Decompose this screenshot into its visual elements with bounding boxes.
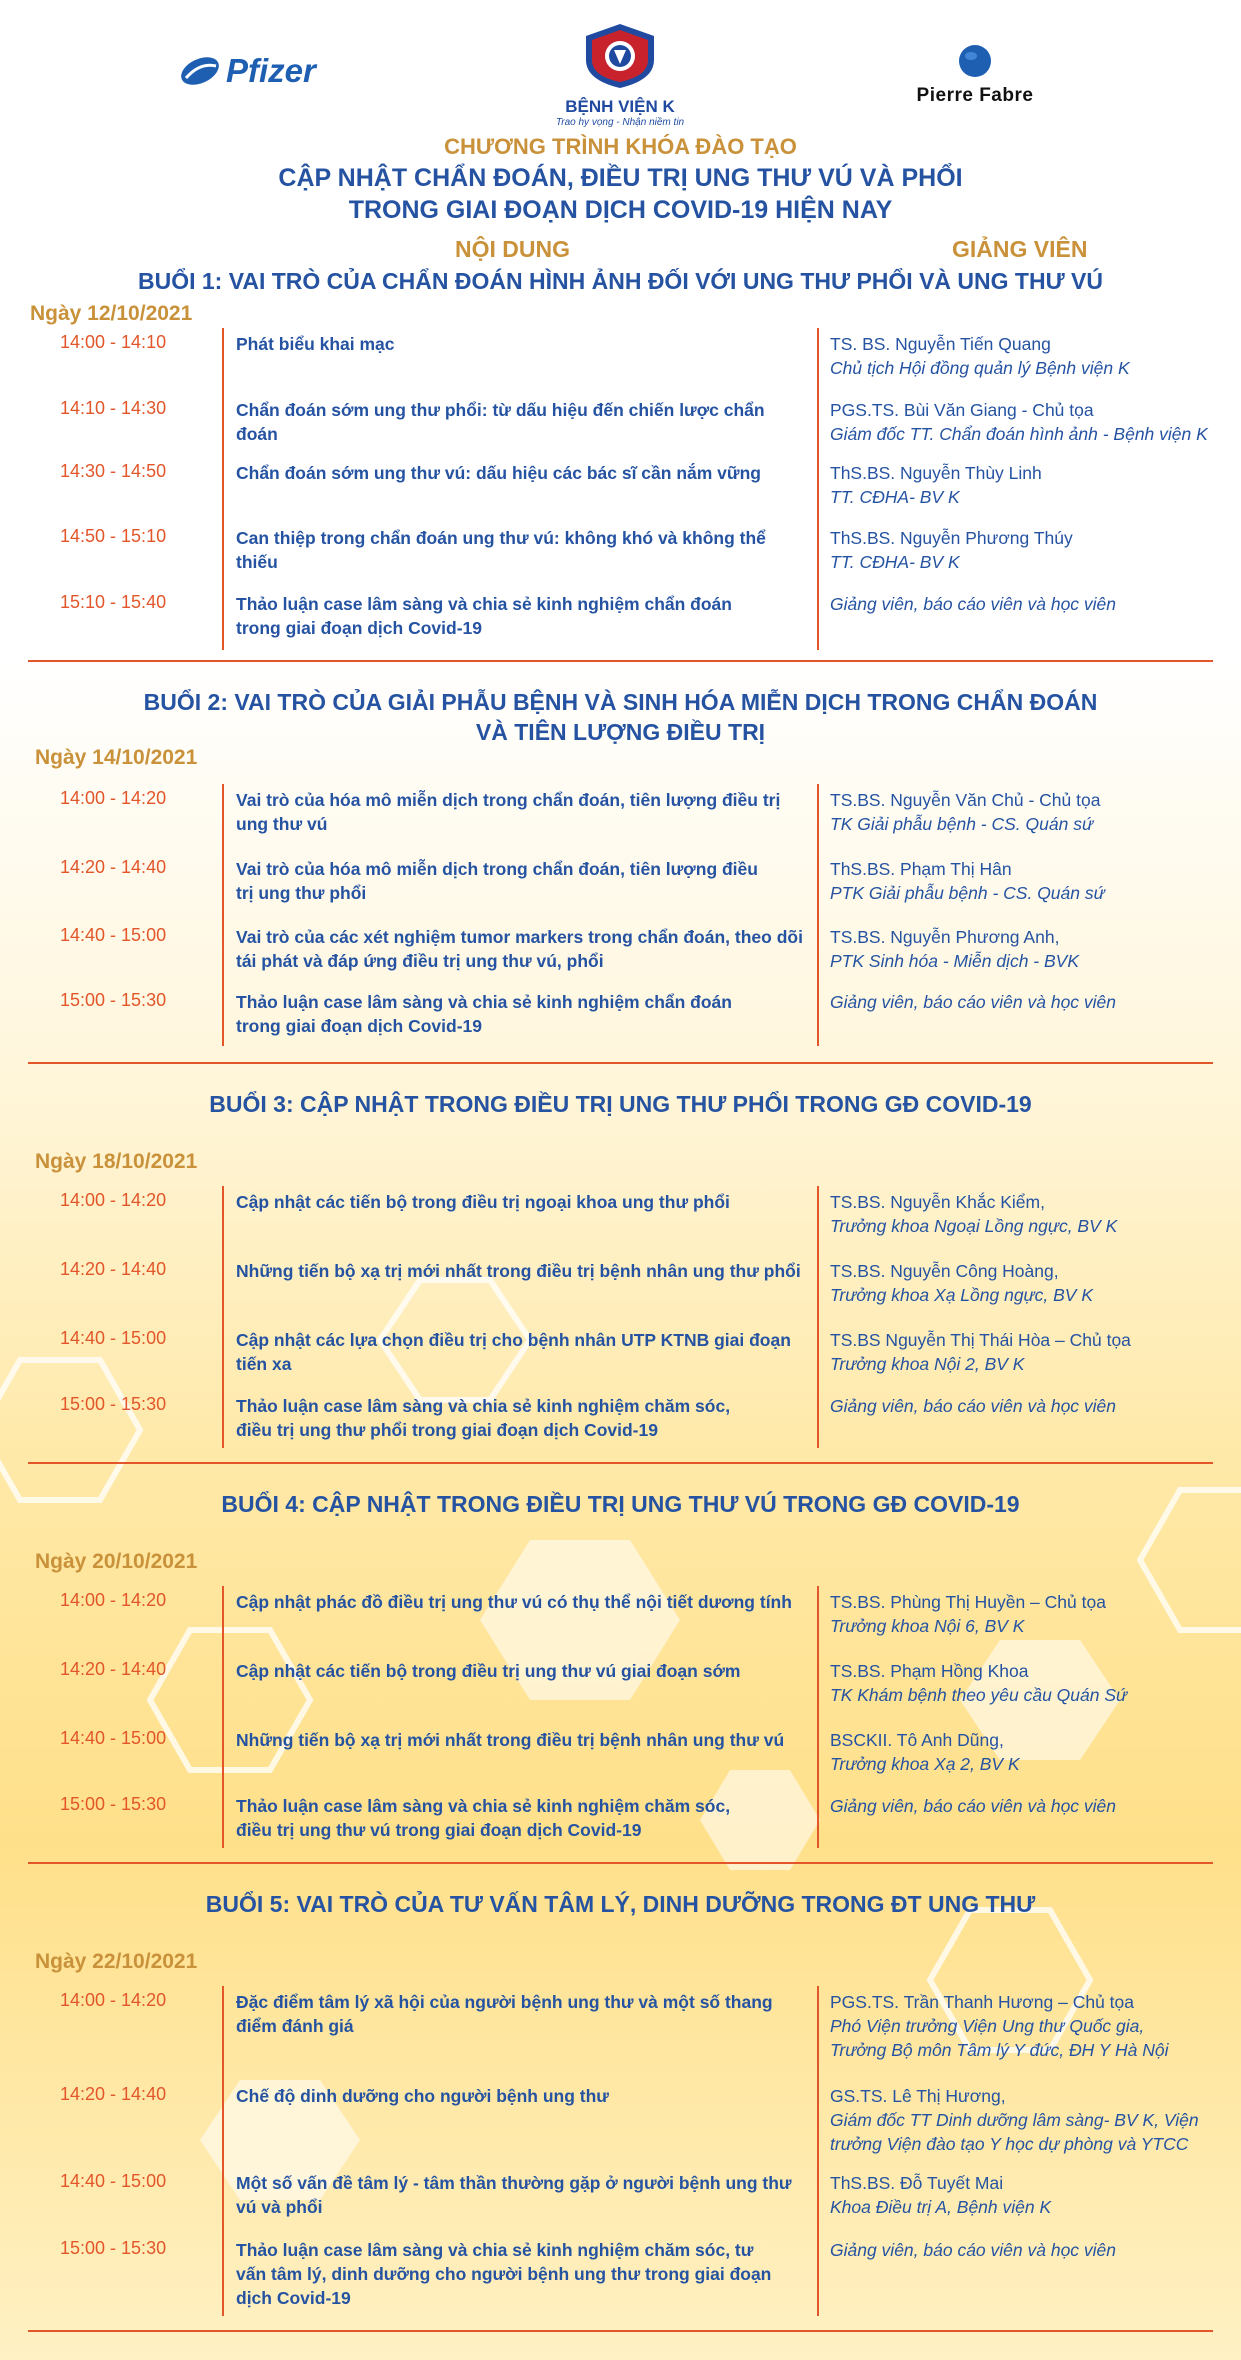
speaker-info (830, 1728, 1230, 1776)
speaker-info (830, 788, 1230, 836)
speaker-role: Trưởng khoa Ngoại Lồng ngực, BV K (830, 1216, 1118, 1236)
topic-line: vú và phổi (236, 2197, 323, 2217)
session-title: BUỔI 5: VAI TRÒ CỦA TƯ VẤN TÂM LÝ, DINH DƯỠNG TRONG ĐT UNG THƯ (205, 1891, 1036, 1917)
time-slot: 14:00 - 14:20 (60, 1590, 167, 1610)
time-slot: 14:20 - 14:40 (60, 1259, 167, 1279)
speaker-role: TT. CĐHA- BV K (830, 487, 960, 507)
topic-line: Can thiệp trong chẩn đoán ung thư vú: không khó và không thể thiếu (236, 528, 766, 572)
session-date: Ngày 14/10/2021 (35, 746, 198, 769)
speaker-role: Giảng viên, báo cáo viên và học viên (830, 2240, 1117, 2260)
topic-line: trị ung thư phổi (236, 883, 367, 903)
speaker-name: TS.BS. Phạm Hồng Khoa (830, 1661, 1029, 1681)
topic-text (236, 1590, 806, 1614)
speaker-name: TS.BS. Phùng Thị Huyền – Chủ tọa (830, 1592, 1106, 1612)
speaker-role: Giảng viên, báo cáo viên và học viên (830, 1396, 1117, 1416)
speaker-role: Trưởng khoa Xạ 2, BV K (830, 1754, 1020, 1774)
time-slot: 15:00 - 15:30 (60, 1794, 167, 1814)
speaker-info (830, 1590, 1230, 1638)
speaker-info (830, 2171, 1230, 2219)
topic-line: Thảo luận case lâm sàng và chia sẻ kinh nghiệm chăm sóc, tư (236, 2240, 754, 2260)
speaker-role: Giảng viên, báo cáo viên và học viên (830, 992, 1117, 1012)
speaker-role: Giám đốc TT. Chẩn đoán hình ảnh - Bệnh viện K (830, 424, 1208, 444)
topic-line: tái phát và đáp ứng điều trị ung thư vú, phổi (236, 951, 604, 971)
topic-text (236, 857, 806, 905)
time-slot: 14:40 - 15:00 (60, 1328, 167, 1348)
topic-text (236, 332, 806, 356)
topic-line: điều trị ung thư phổi trong giai đoạn dịch Covid-19 (236, 1420, 658, 1440)
speaker-name: PGS.TS. Bùi Văn Giang - Chủ tọa (830, 400, 1094, 420)
speaker-role: TK Khám bệnh theo yêu cầu Quán Sứ (830, 1685, 1128, 1705)
speaker-info (830, 592, 1230, 616)
speaker-info (830, 2238, 1230, 2262)
speaker-name: TS.BS Nguyễn Thị Thái Hòa – Chủ tọa (830, 1330, 1131, 1350)
session-separator (28, 1862, 1213, 1864)
time-slot: 14:00 - 14:20 (60, 1990, 167, 2010)
time-slot: 14:30 - 14:50 (60, 461, 167, 481)
title-line-2: TRONG GIAI ĐOẠN DỊCH COVID-19 HIỆN NAY (348, 196, 893, 224)
hospital-emblem-icon (580, 22, 660, 90)
speaker-role: Phó Viện trưởng Viện Ung thư Quốc gia, (830, 2016, 1145, 2036)
speaker-info (830, 461, 1230, 509)
topic-text (236, 925, 806, 973)
speaker-name: BSCKII. Tô Anh Dũng, (830, 1730, 1004, 1750)
speaker-info (830, 2084, 1230, 2156)
topic-line: Thảo luận case lâm sàng và chia sẻ kinh nghiệm chăm sóc, (236, 1396, 731, 1416)
time-slot: 14:40 - 15:00 (60, 925, 167, 945)
time-slot: 14:00 - 14:20 (60, 788, 167, 808)
topic-text (236, 1328, 806, 1376)
speaker-role: Trưởng Bộ môn Tâm lý Y đức, ĐH Y Hà Nội (830, 2040, 1169, 2060)
topic-text (236, 2238, 806, 2310)
pierre-fabre-logo (895, 44, 1055, 107)
topic-line: Chẩn đoán sớm ung thư phổi: từ dấu hiệu đến chiến lược chẩn đoán (236, 400, 765, 444)
topic-text (236, 788, 806, 836)
speaker-role: TT. CĐHA- BV K (830, 552, 960, 572)
topic-line: Cập nhật các lựa chọn điều trị cho bệnh nhân UTP KTNB giai đoạn (236, 1330, 791, 1350)
time-slot: 15:00 - 15:30 (60, 2238, 167, 2258)
topic-line: Cập nhật phác đồ điều trị ung thư vú có thụ thể nội tiết dương tính (236, 1592, 792, 1612)
time-slot: 14:40 - 15:00 (60, 2171, 167, 2191)
speaker-name: TS.BS. Nguyễn Công Hoàng, (830, 1261, 1059, 1281)
speaker-info (830, 332, 1230, 380)
session-date: Ngày 20/10/2021 (35, 1550, 198, 1573)
speaker-role: trưởng Viện đào tạo Y học dự phòng và YTCC (830, 2134, 1189, 2154)
topic-text (236, 398, 806, 446)
topic-line: tiến xa (236, 1354, 292, 1374)
column-divider (817, 1586, 819, 1848)
topic-line: Một số vấn đề tâm lý - tâm thần thường gặp ở người bệnh ung thư (236, 2173, 792, 2193)
column-divider (817, 1986, 819, 2316)
topic-line: ung thư vú (236, 814, 328, 834)
topic-line: Chẩn đoán sớm ung thư vú: dấu hiệu các bác sĩ cần nắm vững (236, 463, 761, 483)
speaker-name: TS. BS. Nguyễn Tiến Quang (830, 334, 1051, 354)
speaker-name: ThS.BS. Đỗ Tuyết Mai (830, 2173, 1004, 2193)
title-line-1: CẬP NHẬT CHẨN ĐOÁN, ĐIỀU TRỊ UNG THƯ VÚ VÀ PHỔI (278, 164, 963, 192)
speaker-info (830, 1394, 1230, 1418)
speaker-info (830, 526, 1230, 574)
topic-text (236, 1728, 806, 1752)
topic-text (236, 592, 806, 640)
session-separator (28, 660, 1213, 662)
speaker-role: Chủ tịch Hội đồng quản lý Bệnh viện K (830, 358, 1130, 378)
speaker-role: Trưởng khoa Nội 6, BV K (830, 1616, 1025, 1636)
pfizer-pill-icon (178, 52, 222, 90)
speaker-role: Giám đốc TT Dinh dưỡng lâm sàng- BV K, Viện (830, 2110, 1199, 2130)
speaker-info (830, 1259, 1230, 1307)
speaker-info (830, 1328, 1230, 1376)
speaker-role: Trưởng khoa Xạ Lồng ngực, BV K (830, 1285, 1093, 1305)
time-slot: 14:10 - 14:30 (60, 398, 167, 418)
column-header-content: NỘI DUNG (455, 236, 570, 262)
speaker-role: Giảng viên, báo cáo viên và học viên (830, 1796, 1117, 1816)
column-divider (222, 1986, 224, 2316)
column-divider (222, 1586, 224, 1848)
time-slot: 14:20 - 14:40 (60, 1659, 167, 1679)
speaker-role: Khoa Điều trị A, Bệnh viện K (830, 2197, 1052, 2217)
column-divider (222, 1186, 224, 1448)
hospital-slogan: Trao hy vọng - Nhận niềm tin (555, 117, 685, 128)
topic-text (236, 1659, 806, 1683)
topic-text (236, 1259, 806, 1283)
topic-line: Vai trò của hóa mô miễn dịch trong chẩn đoán, tiên lượng điều trị (236, 790, 781, 810)
speaker-role: PTK Giải phẫu bệnh - CS. Quán sứ (830, 883, 1105, 903)
speaker-name: ThS.BS. Nguyễn Thùy Linh (830, 463, 1042, 483)
topic-line: Cập nhật các tiến bộ trong điều trị ngoại khoa ung thư phổi (236, 1192, 730, 1212)
time-slot: 14:00 - 14:20 (60, 1190, 167, 1210)
program-label: CHƯƠNG TRÌNH KHÓA ĐÀO TẠO (444, 134, 797, 159)
speaker-name: ThS.BS. Phạm Thị Hân (830, 859, 1012, 879)
pfizer-logo (178, 52, 316, 90)
speaker-info (830, 1190, 1230, 1238)
speaker-name: TS.BS. Nguyễn Phương Anh, (830, 927, 1060, 947)
speaker-role: Giảng viên, báo cáo viên và học viên (830, 594, 1117, 614)
topic-text (236, 526, 806, 574)
speaker-info (830, 990, 1230, 1014)
topic-text (236, 2171, 806, 2219)
speaker-role: TK Giải phẫu bệnh - CS. Quán sứ (830, 814, 1094, 834)
topic-line: Những tiến bộ xạ trị mới nhất trong điều trị bệnh nhân ung thư vú (236, 1730, 785, 1750)
topic-line: Vai trò của các xét nghiệm tumor markers trong chẩn đoán, theo dõi (236, 927, 803, 947)
session-date: Ngày 12/10/2021 (30, 302, 193, 325)
topic-line: Chế độ dinh dưỡng cho người bệnh ung thư (236, 2086, 609, 2106)
column-divider (817, 328, 819, 650)
time-slot: 15:00 - 15:30 (60, 990, 167, 1010)
topic-line: vấn tâm lý, dinh dưỡng cho người bệnh ung thư trong giai đoạn (236, 2264, 772, 2284)
speaker-info (830, 1659, 1230, 1707)
topic-line: Phát biểu khai mạc (236, 334, 395, 354)
session-date: Ngày 22/10/2021 (35, 1950, 198, 1973)
speaker-role: PTK Sinh hóa - Miễn dịch - BVK (830, 951, 1079, 971)
topic-line: trong giai đoạn dịch Covid-19 (236, 1016, 482, 1036)
speaker-role: Trưởng khoa Nội 2, BV K (830, 1354, 1025, 1374)
time-slot: 14:00 - 14:10 (60, 332, 167, 352)
topic-line: Đặc điểm tâm lý xã hội của người bệnh ung thư và một số thang (236, 1992, 773, 2012)
speaker-name: TS.BS. Nguyễn Khắc Kiểm, (830, 1192, 1045, 1212)
time-slot: 14:50 - 15:10 (60, 526, 167, 546)
speaker-info (830, 857, 1230, 905)
speaker-info (830, 398, 1230, 446)
time-slot: 15:00 - 15:30 (60, 1394, 167, 1414)
time-slot: 15:10 - 15:40 (60, 592, 167, 612)
topic-line: Thảo luận case lâm sàng và chia sẻ kinh nghiệm chẩn đoán (236, 992, 732, 1012)
time-slot: 14:40 - 15:00 (60, 1728, 167, 1748)
speaker-name: ThS.BS. Nguyễn Phương Thúy (830, 528, 1073, 548)
topic-line: điểm đánh giá (236, 2016, 354, 2036)
speaker-name: TS.BS. Nguyễn Văn Chủ - Chủ tọa (830, 790, 1101, 810)
session-date: Ngày 18/10/2021 (35, 1150, 198, 1173)
topic-text (236, 1394, 806, 1442)
topic-line: Thảo luận case lâm sàng và chia sẻ kinh nghiệm chăm sóc, (236, 1796, 731, 1816)
session-separator (28, 2330, 1213, 2332)
topic-text (236, 1794, 806, 1842)
topic-line: Những tiến bộ xạ trị mới nhất trong điều trị bệnh nhân ung thư phổi (236, 1261, 801, 1281)
hospital-name: BỆNH VIỆN K (565, 97, 675, 116)
topic-line: Thảo luận case lâm sàng và chia sẻ kinh nghiệm chẩn đoán (236, 594, 732, 614)
topic-line: trong giai đoạn dịch Covid-19 (236, 618, 482, 638)
topic-text (236, 990, 806, 1038)
session-title: BUỔI 3: CẬP NHẬT TRONG ĐIỀU TRỊ UNG THƯ PHỔI TRONG GĐ COVID-19 (209, 1091, 1032, 1117)
topic-text (236, 2084, 806, 2108)
speaker-info (830, 1990, 1230, 2062)
session-separator (28, 1462, 1213, 1464)
time-slot: 14:20 - 14:40 (60, 857, 167, 877)
topic-text (236, 1990, 806, 2038)
column-divider (222, 784, 224, 1046)
topic-text (236, 1190, 806, 1214)
column-header-speaker: GIẢNG VIÊN (952, 236, 1088, 262)
logo-bar (0, 20, 1241, 128)
topic-line: Vai trò của hóa mô miễn dịch trong chẩn đoán, tiên lượng điều (236, 859, 758, 879)
topic-line: điều trị ung thư vú trong giai đoạn dịch Covid-19 (236, 1820, 642, 1840)
speaker-info (830, 1794, 1230, 1818)
speaker-info (830, 925, 1230, 973)
session-title: BUỔI 4: CẬP NHẬT TRONG ĐIỀU TRỊ UNG THƯ VÚ TRONG GĐ COVID-19 (221, 1491, 1020, 1517)
session-title: BUỔI 2: VAI TRÒ CỦA GIẢI PHẪU BỆNH VÀ SINH HÓA MIỄN DỊCH TRONG CHẨN ĐOÁN (143, 689, 1098, 715)
speaker-name: GS.TS. Lê Thị Hương, (830, 2086, 1006, 2106)
hospital-logo (545, 22, 695, 128)
session-title: BUỔI 1: VAI TRÒ CỦA CHẨN ĐOÁN HÌNH ẢNH ĐỐI VỚI UNG THƯ PHỔI VÀ UNG THƯ VÚ (137, 268, 1104, 294)
session-separator (28, 1062, 1213, 1064)
column-divider (222, 328, 224, 650)
pfizer-wordmark: Pfizer (226, 52, 316, 89)
time-slot: 14:20 - 14:40 (60, 2084, 167, 2104)
globe-icon (958, 44, 992, 78)
topic-text (236, 461, 806, 485)
topic-line: dịch Covid-19 (236, 2288, 351, 2308)
session-title-line-2: VÀ TIÊN LƯỢNG ĐIỀU TRỊ (475, 719, 766, 745)
column-divider (817, 1186, 819, 1448)
speaker-name: PGS.TS. Trần Thanh Hương – Chủ tọa (830, 1992, 1134, 2012)
pierre-fabre-wordmark: Pierre Fabre (916, 85, 1034, 106)
topic-line: Cập nhật các tiến bộ trong điều trị ung thư vú giai đoạn sớm (236, 1661, 741, 1681)
column-divider (817, 784, 819, 1046)
